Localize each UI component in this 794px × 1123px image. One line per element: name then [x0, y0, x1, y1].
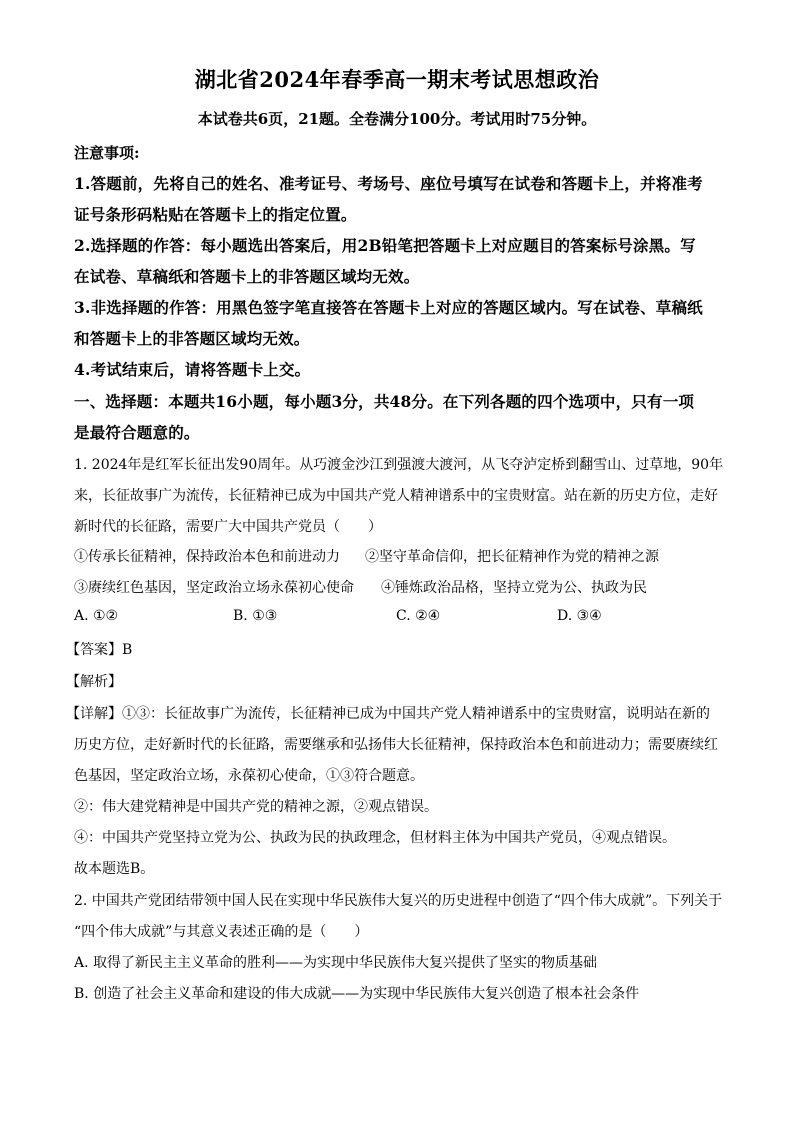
- notice-heading: 注意事项:: [74, 144, 140, 162]
- question-stem: 新时代的长征路，需要广大中国共产党员（ ）: [74, 519, 382, 535]
- analysis-line: ④：中国共产党坚持立党为公、执政为民的执政理念，但材料主体为中国共产党员，④观点错误。: [74, 830, 676, 846]
- exam-info: 本试卷共6页，21题。全卷满分100分。考试用时75分钟。: [197, 110, 597, 128]
- notice-line: 证号条形码粘贴在答题卡上的指定位置。: [74, 205, 357, 224]
- statement: ①传承长征精神，保持政治本色和前进动力: [74, 549, 340, 565]
- page-title: 湖北省2024年春季高一期末考试思想政治: [194, 67, 600, 92]
- analysis-line: 【详解】①③：长征故事广为流传，长征精神已成为中国共产党人精神谱系中的宝贵财富，说明站在新的: [66, 706, 710, 722]
- analysis-line: 历史方位，走好新时代的长征路，需要继承和弘扬伟大长征精神，保持政治本色和前进动力；需要赓续红: [74, 737, 718, 753]
- option-a: A. ①②: [74, 608, 119, 624]
- answer-label: 【答案】B: [66, 642, 133, 658]
- analysis-heading: 【解析】: [66, 674, 122, 690]
- question-stem: 2. 中国共产党团结带领中国人民在实现中华民族伟大复兴的历史进程中创造了“四个伟大成就”。下列关于: [74, 893, 723, 909]
- option-d: D. ③④: [557, 608, 602, 624]
- notice-line: 1.答题前，先将自己的姓名、准考证号、考场号、座位号填写在试卷和答题卡上，并将准考: [74, 174, 703, 193]
- option-b: B. ①③: [233, 608, 278, 624]
- analysis-line: ②：伟大建党精神是中国共产党的精神之源，②观点错误。: [74, 799, 438, 815]
- notice-line: 2.选择题的作答：每小题选出答案后，用2B铅笔把答题卡上对应题目的答案标号涂黑。写: [74, 236, 696, 255]
- notice-line: 在试卷、草稿纸和答题卡上的非答题区域均无效。: [74, 267, 420, 286]
- statement: ②坚守革命信仰，把长征精神作为党的精神之源: [365, 549, 659, 565]
- section-heading: 一、选择题：本题共16小题，每小题3分，共48分。在下列各题的四个选项中，只有一项: [74, 392, 695, 411]
- option-c: C. ②④: [396, 608, 441, 624]
- section-heading: 是最符合题意的。: [74, 423, 200, 442]
- option-b: B. 创造了社会主义革命和建设的伟大成就——为实现中华民族伟大复兴创造了根本社会条件: [74, 986, 640, 1002]
- notice-line: 和答题卡上的非答题区域均无效。: [74, 329, 310, 348]
- statement: ③赓续红色基因，坚定政治立场永葆初心使命: [74, 580, 354, 596]
- question-stem: “四个伟大成就”与其意义表述正确的是（ ）: [74, 924, 369, 940]
- notice-line: 3.非选择题的作答：用黑色签字笔直接答在答题卡上对应的答题区域内。写在试卷、草稿纸: [74, 298, 703, 317]
- option-a: A. 取得了新民主主义革命的胜利——为实现中华民族伟大复兴提供了坚实的物质基础: [74, 955, 598, 971]
- statement: ④锤炼政治品格，坚持立党为公、执政为民: [381, 580, 647, 596]
- analysis-line: 色基因，坚定政治立场，永葆初心使命，①③符合题意。: [74, 768, 424, 784]
- notice-line: 4.考试结束后，请将答题卡上交。: [74, 360, 311, 379]
- question-stem: 来，长征故事广为流传，长征精神已成为中国共产党人精神谱系中的宝贵财富。站在新的历史方位，走好: [74, 488, 718, 504]
- analysis-line: 故本题选B。: [74, 861, 155, 877]
- question-stem: 1. 2024年是红军长征出发90周年。从巧渡金沙江到强渡大渡河，从飞夺泸定桥到翻雪山、过草地，90年: [74, 457, 724, 473]
